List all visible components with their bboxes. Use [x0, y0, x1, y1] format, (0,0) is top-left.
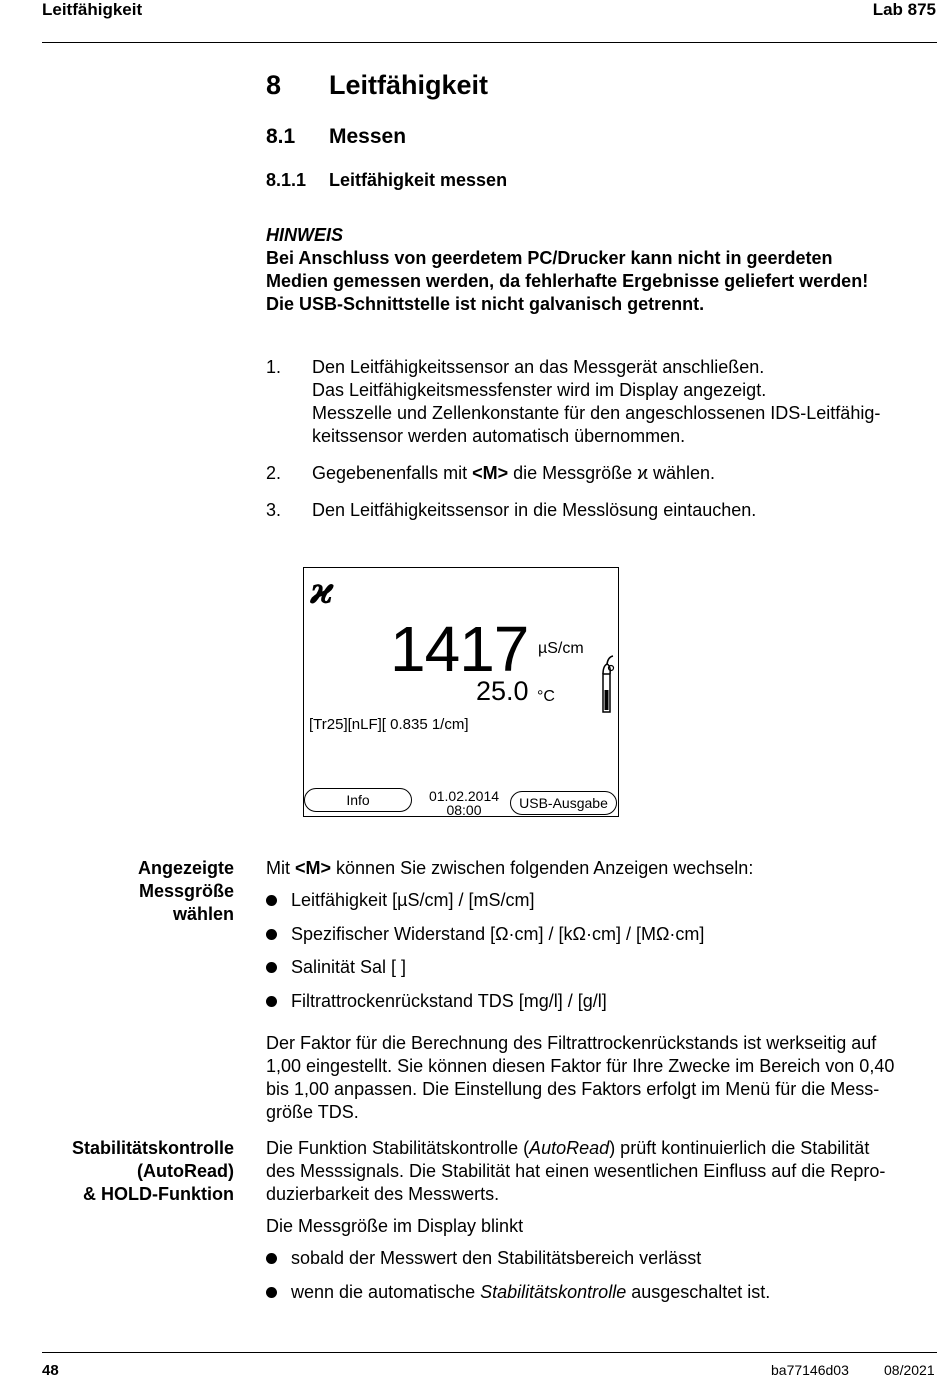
margin-heading-line: & HOLD-Funktion: [83, 1184, 234, 1204]
list-item-text: Leitfähigkeit [µS/cm] / [mS/cm]: [291, 890, 535, 910]
page-number: 48: [42, 1362, 59, 1379]
step-number: 1.: [266, 357, 282, 377]
margin-heading-stability: [34, 1137, 234, 1206]
paragraph-line: größe TDS.: [266, 1102, 359, 1122]
step-text: [312, 356, 880, 448]
note-line: Medien gemessen werden, da fehlerhafte Ergebnisse geliefert werden!: [266, 271, 869, 291]
bullet-icon: [266, 1253, 277, 1264]
note-line: Die USB-Schnittstelle ist nicht galvanisch getrennt.: [266, 294, 705, 314]
date-time: [416, 789, 512, 817]
step-text-part: Gegebenenfalls mit: [312, 463, 473, 483]
section-title: Messen: [329, 125, 407, 148]
paragraph-line: Der Faktor für die Berechnung des Filtrattrockenrückstands ist werkseitig auf: [266, 1033, 877, 1053]
temperature-value: 25.0: [476, 676, 529, 706]
kappa-symbol: ϰ: [310, 570, 334, 612]
display-time: 08:00: [446, 802, 482, 818]
meter-display: [303, 567, 619, 817]
list-item-text: Salinität Sal [ ]: [291, 957, 407, 977]
calibration-info: [Tr25][nLF][ 0.835 1/cm]: [309, 716, 469, 733]
section-number: 8.1: [266, 125, 296, 148]
list-item-part: ausgeschaltet ist.: [626, 1282, 771, 1302]
footer-rule: [42, 1352, 937, 1353]
select-intro: [266, 857, 753, 880]
key-label: <M>: [472, 463, 509, 483]
running-header-left: Leitfähigkeit: [42, 0, 143, 19]
step-text: Den Leitfähigkeitssensor in die Messlösung eintauchen.: [312, 500, 757, 520]
step-number: 3.: [266, 500, 282, 520]
bullet-icon: [266, 1287, 277, 1298]
emphasis-text: AutoRead: [529, 1138, 610, 1158]
step-line: Das Leitfähigkeitsmessfenster wird im Display angezeigt.: [312, 380, 767, 400]
usb-output-softkey[interactable]: USB-Ausgabe: [510, 791, 617, 815]
intro-text: Mit: [266, 858, 295, 878]
list-item-text: Filtrattrockenrückstand TDS [mg/l] / [g/l]: [291, 991, 607, 1011]
temperature-unit: °C: [537, 688, 555, 705]
paragraph-text: Die Funktion Stabilitätskontrolle (: [266, 1138, 530, 1158]
bullet-icon: [266, 962, 277, 973]
blink-list: [266, 1247, 926, 1307]
sensor-icon: [600, 654, 616, 714]
margin-heading-select: [34, 857, 234, 926]
step-line: keitssensor werden automatisch übernommen.: [312, 426, 686, 446]
subsection-title: Leitfähigkeit messen: [329, 170, 508, 190]
margin-heading-line: Angezeigte: [137, 858, 234, 878]
step-line: Messzelle und Zellenkonstante für den angeschlossenen IDS-Leitfähig-: [312, 403, 881, 423]
measured-unit: µS/cm: [538, 640, 584, 657]
margin-heading-line: Messgröße: [138, 881, 234, 901]
display-date: 01.02.2014: [428, 788, 500, 804]
list-item-text: [291, 1281, 770, 1304]
bullet-icon: [266, 895, 277, 906]
bullet-icon: [266, 929, 277, 940]
margin-heading-line: Stabilitätskontrolle: [71, 1138, 234, 1158]
list-item-part: wenn die automatische: [291, 1282, 481, 1302]
tds-paragraph: [266, 1032, 894, 1124]
info-softkey[interactable]: Info: [304, 788, 412, 812]
key-label: <M>: [295, 858, 332, 878]
margin-heading-line: wählen: [172, 904, 234, 924]
document-date: 08/2021: [884, 1362, 935, 1378]
chapter-heading: [266, 70, 488, 101]
measured-value: 1417: [390, 613, 529, 685]
step-text-part: die Messgröße ϰ wählen.: [508, 463, 716, 483]
list-item-text: Spezifischer Widerstand [Ω·cm] / [kΩ·cm] / [MΩ·cm]: [291, 924, 705, 944]
chapter-number: 8: [266, 70, 282, 100]
running-header-right: Lab 875: [872, 0, 936, 19]
step-list: [266, 356, 926, 526]
paragraph-line: des Messsignals. Die Stabilität hat einen wesentlichen Einfluss auf die Repro-: [266, 1161, 886, 1181]
stability-paragraph: [266, 1137, 885, 1206]
blink-intro: Die Messgröße im Display blinkt: [266, 1216, 524, 1236]
chapter-title: Leitfähigkeit: [329, 70, 489, 100]
subsection-heading: [266, 170, 507, 191]
margin-heading-line: (AutoRead): [137, 1161, 234, 1181]
note-title: HINWEIS: [266, 225, 344, 245]
intro-text: können Sie zwischen folgenden Anzeigen wechseln:: [331, 858, 754, 878]
emphasis-text: Stabilitätskontrolle: [480, 1282, 627, 1302]
paragraph-text: ) prüft kontinuierlich die Stabilität: [609, 1138, 870, 1158]
step-line: Den Leitfähigkeitssensor an das Messgerät anschließen.: [312, 357, 765, 377]
step-text: [312, 462, 715, 485]
paragraph-line: 1,00 eingestellt. Sie können diesen Faktor für Ihre Zwecke im Bereich von 0,40: [266, 1056, 895, 1076]
note-line: Bei Anschluss von geerdetem PC/Drucker kann nicht in geerdeten: [266, 248, 833, 268]
section-heading: [266, 125, 406, 149]
measurand-list: [266, 889, 926, 1014]
document-number: ba77146d03: [771, 1362, 849, 1378]
paragraph-line: [266, 1137, 885, 1160]
list-item-text: sobald der Messwert den Stabilitätsbereich verlässt: [291, 1248, 702, 1268]
header-rule: [42, 42, 937, 43]
step-number: 2.: [266, 463, 282, 483]
bullet-icon: [266, 996, 277, 1007]
paragraph-line: bis 1,00 anpassen. Die Einstellung des Faktors erfolgt im Menü für die Mess-: [266, 1079, 880, 1099]
subsection-number: 8.1.1: [266, 170, 307, 190]
paragraph-line: duzierbarkeit des Messwerts.: [266, 1184, 500, 1204]
note-text: [266, 247, 868, 316]
